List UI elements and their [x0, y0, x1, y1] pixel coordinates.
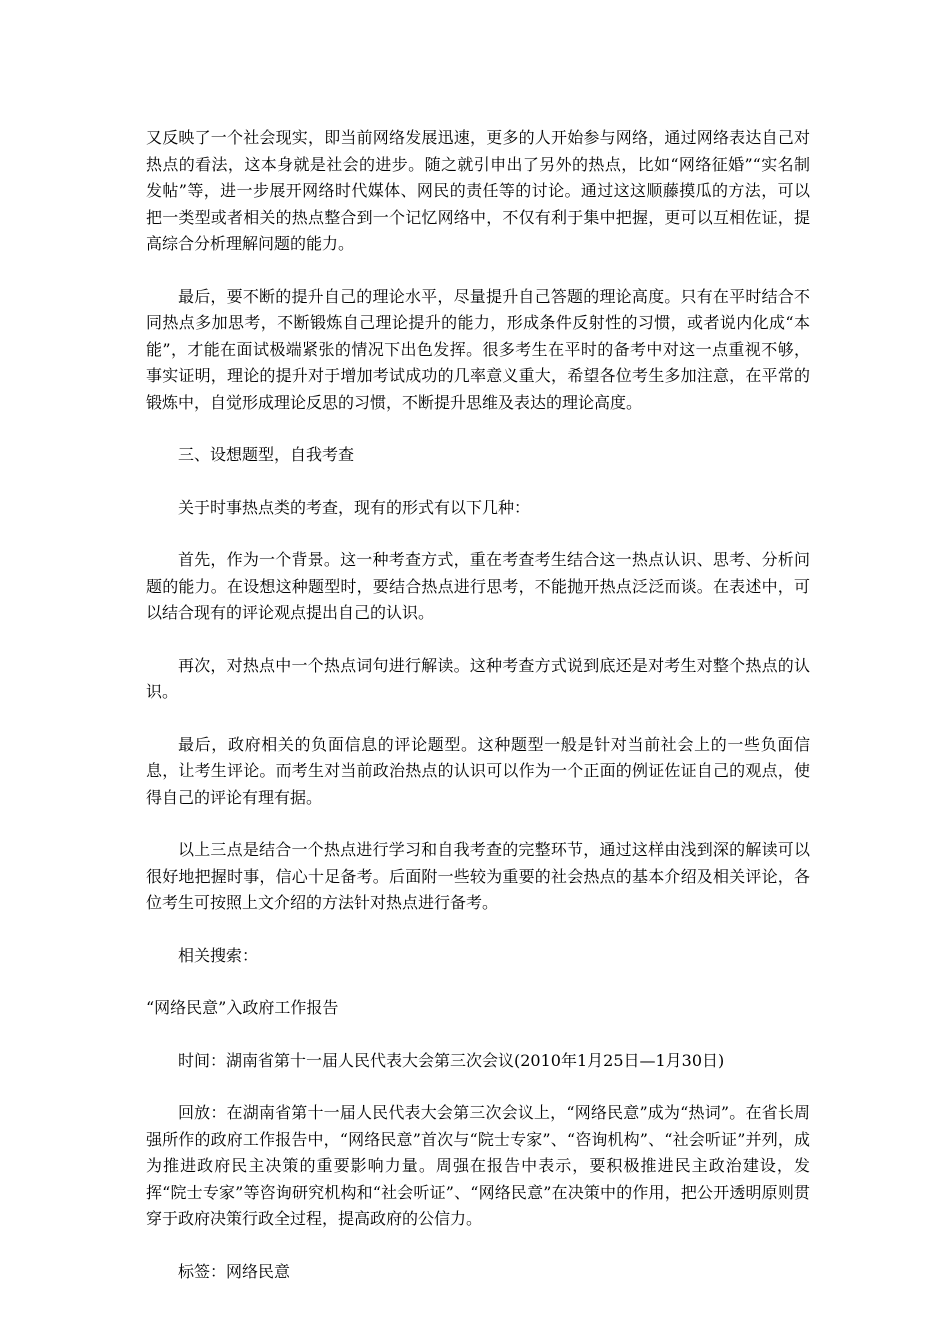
topic-review: 回放：在湖南省第十一届人民代表大会第三次会议上，“网络民意”成为“热词”。在省长周强所作的政府工作报告中，“网络民意”首次与“院士专家”、“咨询机构”、“社会听证”并列，成为推进政府民主决策的重要影响力量。周强在报告中表示，要积极推进民主政治建设，发挥“院士专家”等咨询研究机构和“社会听证”、“网络民意”在决策中的作用，把公开透明原则贯穿于政府决策行政全过程，提高政府的公信力。 — [146, 1103, 810, 1228]
paragraph-summary: 以上三点是结合一个热点进行学习和自我考查的完整环节，通过这样由浅到深的解读可以很好地把握时事，信心十足备考。后面附一些较为重要的社会热点的基本介绍及相关评论，各位考生可按照上文介绍的方法针对热点进行备考。 — [146, 840, 810, 912]
paragraph-first-background: 首先，作为一个背景。这一种考查方式，重在考查考生结合这一热点认识、思考、分析问题的能力。在设想这种题型时，要结合热点进行思考，不能抛开热点泛泛而谈。在表述中，可以结合现有的评论观点提出自己的认识。 — [146, 550, 810, 622]
paragraph-last-negative-info: 最后，政府相关的负面信息的评论题型。这种题型一般是针对当前社会上的一些负面信息，让考生评论。而考生对当前政治热点的认识可以作为一个正面的例证佐证自己的观点，使得自己的评论有理有据。 — [146, 734, 810, 807]
paragraph-theory-level: 最后，要不断的提升自己的理论水平，尽量提升自己答题的理论高度。只有在平时结合不同热点多加思考，不断锻炼自己理论提升的能力，形成条件反射性的习惯，或者说内化成“本能”，才能在面试极端紧张的情况下出色发挥。很多考生在平时的备考中对这一点重视不够，事实证明，理论的提升对于增加考试成功的几率意义重大，希望各位考生多加注意，在平常的锻炼中，自觉形成理论反思的习惯，不断提升思维及表达的理论高度。 — [146, 286, 810, 412]
topic-time: 时间：湖南省第十一届人民代表大会第三次会议(2010年1月25日—1月30日) — [178, 1050, 725, 1070]
paragraph-second-interpretation: 再次，对热点中一个热点词句进行解读。这种考查方式说到底还是对考生对整个热点的认识。 — [146, 655, 810, 701]
paragraph-exam-forms-intro: 关于时事热点类的考查，现有的形式有以下几种： — [178, 497, 531, 517]
paragraph-network-reality: 又反映了一个社会现实，即当前网络发展迅速，更多的人开始参与网络，通过网络表达自己对热点的看法，这本身就是社会的进步。随之就引申出了另外的热点，比如“网络征婚”“实名制发帖”等，进一步展开网络时代媒体、网民的责任等的讨论。通过这这顺藤摸瓜的方法，可以把一类型或者相关的热点整合到一个记忆网络中，不仅有利于集中把握，更可以互相佐证，提高综合分析理解问题的能力。 — [146, 128, 810, 253]
section-heading-question-types: 三、设想题型，自我考查 — [178, 445, 355, 464]
topic-title: “网络民意”入政府工作报告 — [146, 998, 339, 1017]
related-search-label: 相关搜索： — [178, 945, 259, 965]
topic-tags: 标签：网络民意 — [178, 1261, 291, 1281]
document-page — [146, 125, 810, 1311]
